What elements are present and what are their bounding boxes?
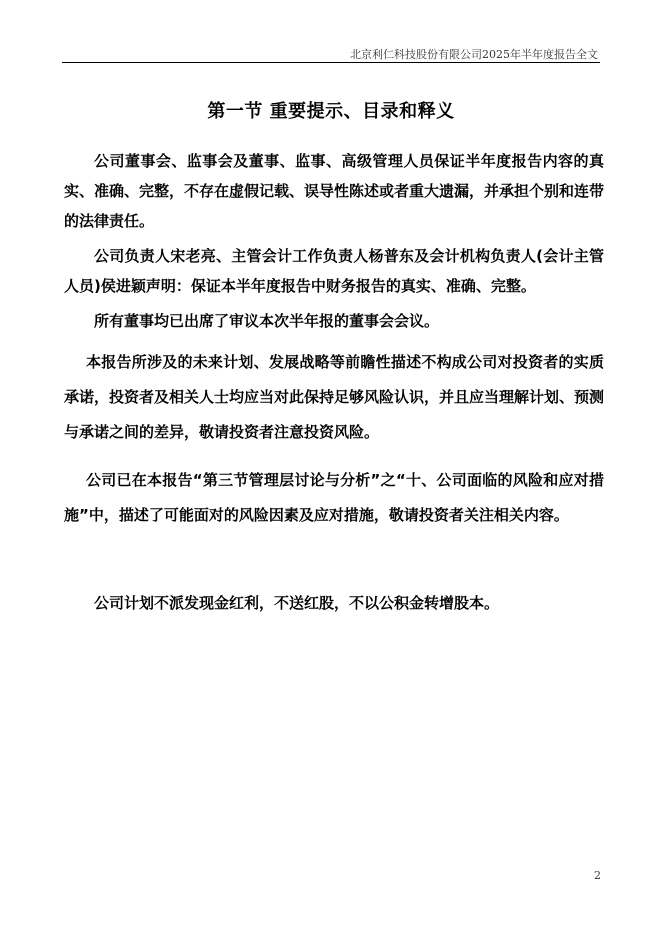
running-header: 北京利仁科技股份有限公司2025年半年度报告全文	[350, 48, 598, 61]
paragraph-directors-attendance: 所有董事均已出席了审议本次半年报的董事会会议。	[94, 312, 440, 330]
paragraph-risk-reference: 公司已在本报告“第三节管理层讨论与分析”之“十、公司面临的风险和应对措施”中，描述了可能面对的风险因素及应对措施，敬请投资者关注相关内容。	[64, 471, 604, 524]
paragraph-responsible-persons-statement: 公司负责人宋老亮、主管会计工作负责人杨普东及会计机构负责人(会计主管人员)侯进颖声明：保证本半年度报告中财务报告的真实、准确、完整。	[64, 247, 604, 295]
paragraph-forward-looking-disclaimer: 本报告所涉及的未来计划、发展战略等前瞻性描述不构成公司对投资者的实质承诺，投资者及相关人士均应当对此保持足够风险认识，并且应当理解计划、预测与承诺之间的差异，敬请投资者注意投资风险。	[64, 353, 605, 441]
section-title: 第一节 重要提示、目录和释义	[207, 101, 455, 122]
paragraph-board-guarantee: 公司董事会、监事会及董事、监事、高级管理人员保证半年度报告内容的真实、准确、完整，不存在虚假记载、误导性陈述或者重大遗漏，并承担个别和连带的法律责任。	[64, 152, 605, 230]
paragraph-dividend-plan: 公司计划不派发现金红利，不送红股，不以公积金转增股本。	[94, 594, 500, 612]
page-number: 2	[594, 869, 601, 882]
header-divider	[62, 62, 600, 63]
